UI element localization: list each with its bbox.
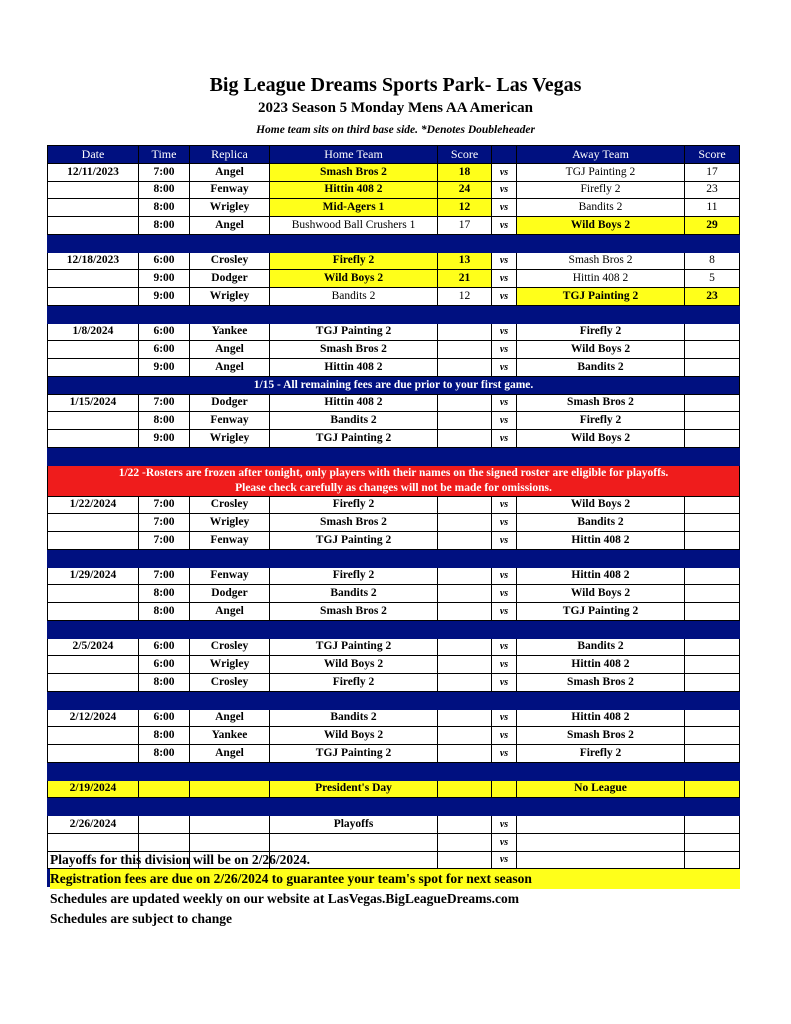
- game-row: [48, 252, 740, 270]
- date-cell: [48, 833, 139, 851]
- game-row: [48, 745, 740, 763]
- home-score-cell: 12: [438, 288, 492, 306]
- playoffs-note: Playoffs for this division will be on 2/26/2024.: [50, 852, 311, 867]
- page-title: Big League Dreams Sports Park- Las Vegas: [209, 74, 582, 96]
- date-cell: [48, 727, 139, 745]
- date-cell: [48, 603, 139, 621]
- time-cell: 6:00: [139, 341, 190, 359]
- replica-cell: Fenway: [190, 412, 270, 430]
- home-score-cell: [438, 412, 492, 430]
- replica-cell: [190, 833, 270, 851]
- separator-row: [48, 447, 740, 465]
- replica-cell: Crosley: [190, 638, 270, 656]
- game-row: [48, 430, 740, 448]
- away-team-cell: TGJ Painting 2: [517, 603, 685, 621]
- time-cell: 6:00: [139, 656, 190, 674]
- away-score-cell: 5: [685, 270, 740, 288]
- col-away-score-header: Score: [685, 146, 740, 164]
- home-team-cell: Bushwood Ball Crushers 1: [270, 217, 438, 235]
- game-row: [48, 816, 740, 834]
- vs-cell: vs: [492, 163, 517, 181]
- away-score-cell: [685, 430, 740, 448]
- separator-cell: [48, 691, 740, 709]
- away-team-cell: Bandits 2: [517, 514, 685, 532]
- replica-cell: Angel: [190, 341, 270, 359]
- away-team-cell: Hittin 408 2: [517, 709, 685, 727]
- away-score-cell: [685, 323, 740, 341]
- schedule-table: [47, 145, 740, 887]
- date-cell: [48, 359, 139, 377]
- vs-cell: vs: [492, 674, 517, 692]
- time-cell: 7:00: [139, 532, 190, 550]
- separator-cell: [48, 762, 740, 780]
- vs-cell: vs: [492, 252, 517, 270]
- away-score-cell: [685, 816, 740, 834]
- home-team-cell: Smash Bros 2: [270, 163, 438, 181]
- time-cell: 6:00: [139, 709, 190, 727]
- time-cell: 7:00: [139, 496, 190, 514]
- date-cell: [48, 181, 139, 199]
- roster-notice: [48, 465, 740, 496]
- game-row: [48, 181, 740, 199]
- home-score-cell: 24: [438, 181, 492, 199]
- time-cell: 9:00: [139, 270, 190, 288]
- date-cell: 12/11/2023: [48, 163, 139, 181]
- roster-notice-line2: Please check carefully as changes will not be made for omissions.: [235, 481, 552, 494]
- col-vs-header: [492, 146, 517, 164]
- game-row: [48, 270, 740, 288]
- time-cell: [139, 780, 190, 798]
- vs-cell: vs: [492, 833, 517, 851]
- date-cell: [48, 270, 139, 288]
- away-team-cell: Bandits 2: [517, 199, 685, 217]
- date-cell: 1/29/2024: [48, 567, 139, 585]
- replica-cell: Yankee: [190, 323, 270, 341]
- time-cell: [139, 833, 190, 851]
- home-team-cell: Smash Bros 2: [270, 514, 438, 532]
- away-team-cell: Wild Boys 2: [517, 217, 685, 235]
- away-score-cell: [685, 603, 740, 621]
- replica-cell: Wrigley: [190, 514, 270, 532]
- home-team-cell: Bandits 2: [270, 585, 438, 603]
- home-team-cell: Hittin 408 2: [270, 394, 438, 412]
- home-score-cell: [438, 496, 492, 514]
- away-score-cell: [685, 412, 740, 430]
- home-score-cell: [438, 603, 492, 621]
- home-score-cell: 17: [438, 217, 492, 235]
- game-row: [48, 638, 740, 656]
- away-team-cell: Firefly 2: [517, 745, 685, 763]
- home-score-cell: [438, 514, 492, 532]
- home-team-cell: Wild Boys 2: [270, 270, 438, 288]
- no-league-label: No League: [517, 780, 685, 798]
- time-cell: 6:00: [139, 638, 190, 656]
- col-replica-header: Replica: [190, 146, 270, 164]
- replica-cell: Dodger: [190, 585, 270, 603]
- date-cell: 1/22/2024: [48, 496, 139, 514]
- vs-cell: vs: [492, 341, 517, 359]
- time-cell: 7:00: [139, 163, 190, 181]
- away-score-cell: [685, 532, 740, 550]
- game-row: [48, 603, 740, 621]
- vs-cell: [492, 780, 517, 798]
- away-team-cell: TGJ Painting 2: [517, 163, 685, 181]
- home-score-cell: [438, 532, 492, 550]
- replica-cell: Dodger: [190, 270, 270, 288]
- home-team-cell: Firefly 2: [270, 674, 438, 692]
- separator-row: [48, 620, 740, 638]
- away-team-cell: Hittin 408 2: [517, 532, 685, 550]
- vs-cell: vs: [492, 199, 517, 217]
- time-cell: 8:00: [139, 603, 190, 621]
- date-cell: [48, 674, 139, 692]
- separator-row: [48, 798, 740, 816]
- vs-cell: vs: [492, 709, 517, 727]
- date-cell: [48, 532, 139, 550]
- page-subtitle: 2023 Season 5 Monday Mens AA American: [257, 100, 533, 116]
- separator-cell: [48, 798, 740, 816]
- away-score-cell: [685, 727, 740, 745]
- vs-cell: vs: [492, 288, 517, 306]
- game-row: [48, 656, 740, 674]
- time-cell: 7:00: [139, 394, 190, 412]
- replica-cell: Fenway: [190, 567, 270, 585]
- date-cell: 2/19/2024: [48, 780, 139, 798]
- date-cell: [48, 288, 139, 306]
- game-row: [48, 323, 740, 341]
- replica-cell: Angel: [190, 603, 270, 621]
- replica-cell: Wrigley: [190, 430, 270, 448]
- away-team-cell: Smash Bros 2: [517, 727, 685, 745]
- away-team-cell: Firefly 2: [517, 181, 685, 199]
- away-score-cell: [685, 567, 740, 585]
- vs-cell: vs: [492, 430, 517, 448]
- home-team-cell: Hittin 408 2: [270, 181, 438, 199]
- game-row: [48, 709, 740, 727]
- time-cell: 6:00: [139, 323, 190, 341]
- away-team-cell: Smash Bros 2: [517, 674, 685, 692]
- home-team-cell: Hittin 408 2: [270, 359, 438, 377]
- date-cell: 1/8/2024: [48, 323, 139, 341]
- registration-note: Registration fees are due on 2/26/2024 to guarantee your team's spot for next season: [50, 869, 740, 889]
- away-score-cell: [685, 745, 740, 763]
- time-cell: 8:00: [139, 199, 190, 217]
- away-score-cell: [685, 496, 740, 514]
- vs-cell: vs: [492, 585, 517, 603]
- replica-cell: Wrigley: [190, 199, 270, 217]
- game-row: [48, 341, 740, 359]
- home-team-cell: Mid-Agers 1: [270, 199, 438, 217]
- vs-cell: vs: [492, 359, 517, 377]
- away-team-cell: Smash Bros 2: [517, 394, 685, 412]
- home-score-cell: [438, 780, 492, 798]
- away-score-cell: [685, 394, 740, 412]
- vs-cell: vs: [492, 656, 517, 674]
- away-score-cell: 23: [685, 288, 740, 306]
- holiday-label: President's Day: [270, 780, 438, 798]
- replica-cell: Fenway: [190, 532, 270, 550]
- away-team-cell: Bandits 2: [517, 638, 685, 656]
- time-cell: 9:00: [139, 288, 190, 306]
- home-team-cell: Bandits 2: [270, 412, 438, 430]
- away-score-cell: [685, 638, 740, 656]
- away-score-cell: [685, 674, 740, 692]
- date-cell: [48, 745, 139, 763]
- game-row: [48, 514, 740, 532]
- home-team-cell: Wild Boys 2: [270, 727, 438, 745]
- home-score-cell: [438, 709, 492, 727]
- away-score-cell: [685, 709, 740, 727]
- away-score-cell: [685, 780, 740, 798]
- vs-cell: vs: [492, 412, 517, 430]
- col-date-header: Date: [48, 146, 139, 164]
- away-team-cell: Wild Boys 2: [517, 585, 685, 603]
- game-row: [48, 496, 740, 514]
- home-team-cell: Bandits 2: [270, 288, 438, 306]
- date-cell: [48, 341, 139, 359]
- away-score-cell: 17: [685, 163, 740, 181]
- separator-row: [48, 762, 740, 780]
- date-cell: [48, 585, 139, 603]
- time-cell: 6:00: [139, 252, 190, 270]
- away-team-cell: Bandits 2: [517, 359, 685, 377]
- away-team-cell: Firefly 2: [517, 323, 685, 341]
- replica-cell: [190, 816, 270, 834]
- game-row: [48, 532, 740, 550]
- home-score-cell: [438, 816, 492, 834]
- fees-notice: 1/15 - All remaining fees are due prior to your first game.: [48, 376, 740, 394]
- replica-cell: Angel: [190, 217, 270, 235]
- vs-cell: vs: [492, 816, 517, 834]
- time-cell: 8:00: [139, 745, 190, 763]
- away-team-cell: Wild Boys 2: [517, 341, 685, 359]
- home-score-cell: [438, 674, 492, 692]
- time-cell: 8:00: [139, 727, 190, 745]
- date-cell: [48, 430, 139, 448]
- replica-cell: Fenway: [190, 181, 270, 199]
- away-team-cell: Wild Boys 2: [517, 430, 685, 448]
- time-cell: 8:00: [139, 412, 190, 430]
- replica-cell: Crosley: [190, 496, 270, 514]
- away-team-cell: [517, 816, 685, 834]
- game-row: [48, 585, 740, 603]
- col-time-header: Time: [139, 146, 190, 164]
- home-score-cell: [438, 359, 492, 377]
- home-team-cell: Firefly 2: [270, 567, 438, 585]
- home-score-cell: 21: [438, 270, 492, 288]
- game-row: [48, 567, 740, 585]
- replica-cell: [190, 780, 270, 798]
- game-row: [48, 199, 740, 217]
- vs-cell: vs: [492, 217, 517, 235]
- game-row: [48, 412, 740, 430]
- header-row: [48, 146, 740, 164]
- away-score-cell: [685, 585, 740, 603]
- game-row: [48, 394, 740, 412]
- home-score-cell: [438, 341, 492, 359]
- home-score-cell: [438, 323, 492, 341]
- replica-cell: Angel: [190, 745, 270, 763]
- home-score-cell: [438, 833, 492, 851]
- away-team-cell: Hittin 408 2: [517, 656, 685, 674]
- away-score-cell: [685, 359, 740, 377]
- game-row: [48, 288, 740, 306]
- date-cell: [48, 656, 139, 674]
- time-cell: 8:00: [139, 585, 190, 603]
- replica-cell: Dodger: [190, 394, 270, 412]
- website-note: Schedules are updated weekly on our website at LasVegas.BigLeagueDreams.com: [50, 891, 520, 906]
- home-score-cell: 13: [438, 252, 492, 270]
- away-score-cell: 11: [685, 199, 740, 217]
- home-team-cell: Firefly 2: [270, 252, 438, 270]
- home-score-cell: 18: [438, 163, 492, 181]
- home-team-cell: TGJ Painting 2: [270, 532, 438, 550]
- home-score-cell: [438, 394, 492, 412]
- home-score-cell: [438, 656, 492, 674]
- date-cell: [48, 412, 139, 430]
- col-away-team-header: Away Team: [517, 146, 685, 164]
- time-cell: 9:00: [139, 430, 190, 448]
- game-row: [48, 217, 740, 235]
- date-cell: 1/15/2024: [48, 394, 139, 412]
- game-row: [48, 163, 740, 181]
- date-cell: 2/12/2024: [48, 709, 139, 727]
- col-home-team-header: Home Team: [270, 146, 438, 164]
- game-row: [48, 727, 740, 745]
- home-score-cell: [438, 567, 492, 585]
- date-cell: 2/26/2024: [48, 816, 139, 834]
- replica-cell: Yankee: [190, 727, 270, 745]
- date-cell: [48, 514, 139, 532]
- away-team-cell: TGJ Painting 2: [517, 288, 685, 306]
- roster-notice-row: [48, 465, 740, 496]
- vs-cell: vs: [492, 851, 517, 869]
- game-row: [48, 359, 740, 377]
- home-team-note: Home team sits on third base side. *Denotes Doubleheader: [256, 124, 535, 136]
- game-row: [48, 833, 740, 851]
- separator-cell: [48, 305, 740, 323]
- away-team-cell: Smash Bros 2: [517, 252, 685, 270]
- separator-cell: [48, 620, 740, 638]
- home-team-cell: Smash Bros 2: [270, 341, 438, 359]
- separator-row: [48, 549, 740, 567]
- change-note: Schedules are subject to change: [50, 911, 232, 926]
- away-score-cell: [685, 656, 740, 674]
- date-cell: 2/5/2024: [48, 638, 139, 656]
- home-score-cell: [438, 727, 492, 745]
- vs-cell: vs: [492, 514, 517, 532]
- time-cell: [139, 816, 190, 834]
- replica-cell: Wrigley: [190, 656, 270, 674]
- home-team-cell: [270, 833, 438, 851]
- replica-cell: Angel: [190, 359, 270, 377]
- replica-cell: Angel: [190, 709, 270, 727]
- home-team-cell: TGJ Painting 2: [270, 430, 438, 448]
- vs-cell: vs: [492, 532, 517, 550]
- home-team-cell: TGJ Painting 2: [270, 638, 438, 656]
- time-cell: 8:00: [139, 181, 190, 199]
- home-score-cell: [438, 638, 492, 656]
- separator-cell: [48, 549, 740, 567]
- separator-row: [48, 305, 740, 323]
- home-team-cell: Wild Boys 2: [270, 656, 438, 674]
- replica-cell: Crosley: [190, 674, 270, 692]
- home-score-cell: 12: [438, 199, 492, 217]
- separator-row: [48, 234, 740, 252]
- vs-cell: vs: [492, 727, 517, 745]
- fees-notice-row: [48, 376, 740, 394]
- holiday-row: [48, 780, 740, 798]
- home-score-cell: [438, 745, 492, 763]
- away-score-cell: [685, 833, 740, 851]
- vs-cell: vs: [492, 745, 517, 763]
- away-score-cell: 29: [685, 217, 740, 235]
- date-cell: [48, 217, 139, 235]
- roster-notice-line1: 1/22 -Rosters are frozen after tonight, only players with their names on the signed roster are eligible for playoffs.: [118, 466, 669, 479]
- home-team-cell: TGJ Painting 2: [270, 323, 438, 341]
- away-team-cell: Hittin 408 2: [517, 270, 685, 288]
- home-score-cell: [438, 430, 492, 448]
- time-cell: 7:00: [139, 514, 190, 532]
- away-team-cell: Wild Boys 2: [517, 496, 685, 514]
- home-team-cell: Playoffs: [270, 816, 438, 834]
- replica-cell: Crosley: [190, 252, 270, 270]
- time-cell: 8:00: [139, 217, 190, 235]
- separator-row: [48, 691, 740, 709]
- vs-cell: vs: [492, 567, 517, 585]
- game-row: [48, 674, 740, 692]
- vs-cell: vs: [492, 394, 517, 412]
- home-team-cell: Smash Bros 2: [270, 603, 438, 621]
- away-score-cell: 23: [685, 181, 740, 199]
- vs-cell: vs: [492, 638, 517, 656]
- away-team-cell: Hittin 408 2: [517, 567, 685, 585]
- date-cell: [48, 199, 139, 217]
- col-home-score-header: Score: [438, 146, 492, 164]
- replica-cell: Angel: [190, 163, 270, 181]
- date-cell: 12/18/2023: [48, 252, 139, 270]
- home-team-cell: Firefly 2: [270, 496, 438, 514]
- away-team-cell: Firefly 2: [517, 412, 685, 430]
- away-score-cell: [685, 514, 740, 532]
- separator-cell: [48, 234, 740, 252]
- time-cell: 7:00: [139, 567, 190, 585]
- vs-cell: vs: [492, 323, 517, 341]
- separator-cell: [48, 447, 740, 465]
- vs-cell: vs: [492, 603, 517, 621]
- vs-cell: vs: [492, 496, 517, 514]
- replica-cell: Wrigley: [190, 288, 270, 306]
- time-cell: 9:00: [139, 359, 190, 377]
- vs-cell: vs: [492, 270, 517, 288]
- away-score-cell: 8: [685, 252, 740, 270]
- home-team-cell: Bandits 2: [270, 709, 438, 727]
- home-team-cell: TGJ Painting 2: [270, 745, 438, 763]
- vs-cell: vs: [492, 181, 517, 199]
- away-team-cell: [517, 833, 685, 851]
- home-score-cell: [438, 585, 492, 603]
- time-cell: 8:00: [139, 674, 190, 692]
- away-score-cell: [685, 341, 740, 359]
